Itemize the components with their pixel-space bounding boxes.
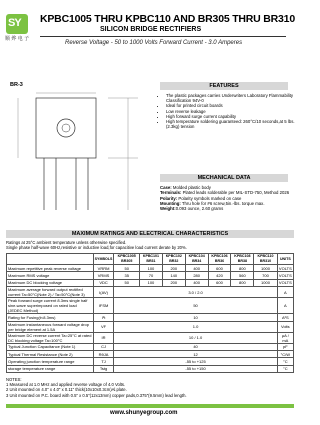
symbol-cell: RθJA	[93, 350, 114, 357]
table-row	[7, 332, 294, 343]
part-header: KPBC1005 BR305	[114, 254, 140, 265]
value-cell: 1.0	[114, 321, 277, 332]
value-cell: 560	[231, 272, 254, 279]
param-cell: Maximum DC reverse current Ta=25°C at rated DC blocking voltage Ta=100°C	[8, 332, 92, 343]
list-item: • The plastic packages carries Underwriters Laboratory Flammability Classification 94V-0	[166, 93, 296, 103]
note-item: 1 Measured at 1.0 MHz and applied reverse voltage of 4.0 Volts.	[6, 382, 126, 388]
value-cell: 420	[208, 272, 231, 279]
table-row	[7, 350, 294, 357]
value-cell: 400	[185, 265, 208, 272]
mech-row: Mounting: Thru hole for #6 screw,5in.-lbs. torque max.	[160, 200, 265, 206]
features-heading: FEATURES	[160, 82, 288, 90]
page-title: KPBC1005 THRU KPBC110 AND BR305 THRU BR310	[40, 13, 295, 25]
symbol-cell: VRRM	[93, 265, 114, 272]
symbol-cell: I(AV)	[93, 287, 114, 298]
value-cell: 400	[185, 279, 208, 286]
mechanical-data	[160, 185, 290, 211]
param-cell: Typical Thermal Resistance (Note 2)	[7, 350, 94, 357]
ratings-line: Reverse Voltage - 50 to 1000 Volts Forward Current - 3.0 Amperes	[65, 40, 243, 46]
unit-cell: Volts	[277, 321, 293, 332]
value-cell: 700	[254, 272, 277, 279]
mechanical-heading: MECHANICAL DATA	[160, 174, 288, 182]
notes-section	[6, 377, 291, 398]
value-cell: 50	[114, 265, 140, 272]
electrical-heading: MAXIMUM RATINGS AND ELECTRICAL CHARACTERISTICS	[6, 230, 294, 238]
param-cell: Maximum repetitive peak reverse voltage	[7, 265, 94, 272]
rating-note: Ratings at 25°C ambient temperature unless otherwise specified.	[6, 240, 127, 245]
value-cell: 280	[185, 272, 208, 279]
list-item: • High temperature soldering guaranteed: 260°C/10 seconds,at 5 lbs. (2.3kg) tension	[166, 119, 296, 129]
package-label: BR-3	[10, 82, 23, 88]
value-cell: 600	[208, 265, 231, 272]
list-item: • Low reverse leakage	[166, 109, 296, 114]
param-cell: Maximum instantaneous forward voltage drop per bridge element at 1.5A	[7, 321, 94, 332]
features-list	[160, 93, 296, 129]
value-cell: 800	[231, 265, 254, 272]
value-cell: 1000	[254, 279, 277, 286]
note-item: 2 Unit mounted on 4.0" x 4.0" x 0.11" thick(10x10x0.3cm)Al.plate.	[6, 387, 127, 393]
param-cell: Peak forward surge current 8.3ms single half sine-wave superimposed on rated load (JEDEC Method)	[7, 298, 94, 314]
table-row	[7, 358, 294, 365]
logo-name: 顺 烨 电 子	[5, 36, 30, 42]
note-item: 3 Unit mounted on P.C. board with 0.5" x 0.5"(12x13mm) copper pads,0.375"(9.5mm) lead length.	[6, 392, 187, 398]
symbol-cell: TJ	[93, 358, 114, 365]
unit-cell: VOLTS	[278, 265, 292, 271]
mech-row: Terminals: Plated leads solderable per MIL-STD-750, Method 2026	[160, 190, 290, 196]
unit-cell: pF	[277, 343, 293, 350]
symbol-cell: I²t	[93, 314, 114, 321]
table-row	[7, 321, 294, 332]
mech-row: Polarity: Polarity symbols marked on case	[160, 195, 242, 201]
param-cell: Rating for Fusing(t<8.3ms)	[7, 314, 94, 321]
part-header: KPBC106 BR36	[208, 254, 231, 265]
table-row	[7, 298, 294, 314]
part-header: KPBC110 BR310	[254, 254, 277, 265]
unit-cell: °C	[277, 358, 293, 365]
value-cell: -55 to +150	[114, 365, 277, 372]
table-row	[7, 272, 294, 279]
symbol-cell: Tstg	[93, 365, 114, 372]
value-cell: 40	[114, 343, 277, 350]
footer-url[interactable]: www.shunyegroup.com	[110, 410, 178, 416]
param-header	[7, 254, 94, 265]
param-cell: Maximum DC blocking voltage	[7, 279, 94, 286]
value-cell: 70	[140, 272, 163, 279]
table-row	[7, 314, 294, 321]
unit-cell: VOLTS	[278, 273, 292, 279]
unit-header: UNITS	[277, 254, 293, 265]
company-logo	[6, 14, 28, 34]
table-row	[7, 287, 294, 298]
value-cell: 100	[140, 279, 163, 286]
value-cell: 800	[231, 279, 254, 286]
value-cell: 600	[208, 279, 231, 286]
value-cell: 3.0 / 2.0	[114, 287, 277, 298]
part-header: KPBC102 BR32	[162, 254, 185, 265]
package-diagram	[8, 90, 148, 220]
param-cell: Operating junction temperature range	[7, 358, 94, 365]
value-cell: -55 to +125	[114, 358, 277, 365]
value-cell: 50	[114, 298, 277, 314]
value-cell: 100	[140, 265, 163, 272]
unit-cell: μA / mA	[277, 332, 293, 343]
value-cell: 35	[114, 272, 140, 279]
table-row	[7, 343, 294, 350]
part-header: KPBC104 BR34	[185, 254, 208, 265]
unit-cell: °C	[277, 365, 293, 372]
table-row	[7, 279, 294, 286]
page-subtitle: SILICON BRIDGE RECTIFIERS	[100, 26, 202, 33]
table-row	[7, 365, 294, 372]
symbol-cell: CJ	[93, 343, 114, 350]
param-cell: Maximum average forward output rectified current Ta=50°C(Note 2) / Ta=50°C(Note 3)	[7, 287, 94, 298]
symbol-header: SYMBOLS	[93, 254, 114, 265]
header-divider	[40, 36, 286, 37]
symbol-cell: VRMS	[93, 272, 114, 279]
part-header: KPBC101 BR31	[140, 254, 163, 265]
value-cell: 10	[114, 314, 277, 321]
symbol-cell: VF	[93, 321, 114, 332]
value-cell: 200	[162, 279, 185, 286]
value-cell: 200	[162, 265, 185, 272]
symbol-cell: VDC	[93, 279, 114, 286]
ratings-notes	[6, 240, 236, 250]
unit-cell: °C/W	[277, 350, 293, 357]
part-header: KPBC108 BR38	[231, 254, 254, 265]
value-cell: 1000	[254, 265, 277, 272]
symbol-cell: IFSM	[93, 298, 114, 314]
value-cell: 140	[162, 272, 185, 279]
param-cell: Typical Junction Capacitance (Note 1)	[7, 343, 94, 350]
value-cell: 10 / 1.0	[114, 332, 277, 343]
param-cell: storage temperature range	[7, 365, 94, 372]
mech-row: Case: Molded plastic body	[160, 185, 211, 190]
table-header-row	[7, 254, 294, 265]
logo-mark: SY	[8, 17, 21, 29]
mech-row: Weight:0.093 ounce, 2.60 grams	[160, 206, 224, 212]
list-item: • High forward surge current capability	[166, 114, 296, 119]
unit-cell: VOLTS	[278, 280, 292, 286]
param-cell: Maximum RMS voltage	[7, 272, 94, 279]
unit-cell: A	[277, 298, 293, 314]
symbol-cell: IR	[93, 332, 114, 343]
table-row	[7, 265, 294, 272]
unit-cell: A²S	[277, 314, 293, 321]
footer-bar	[6, 404, 294, 408]
value-cell: 12	[114, 350, 277, 357]
ratings-table	[6, 253, 294, 373]
notes-heading: NOTES:	[6, 377, 22, 382]
list-item: • Ideal for printed circuit boards	[166, 103, 296, 108]
value-cell: 50	[114, 279, 140, 286]
unit-cell: A	[277, 287, 293, 298]
rating-note: Single phase half-wave 60Hz,resistive or inductive load,for capacitive load current derate by 20%.	[6, 245, 187, 250]
